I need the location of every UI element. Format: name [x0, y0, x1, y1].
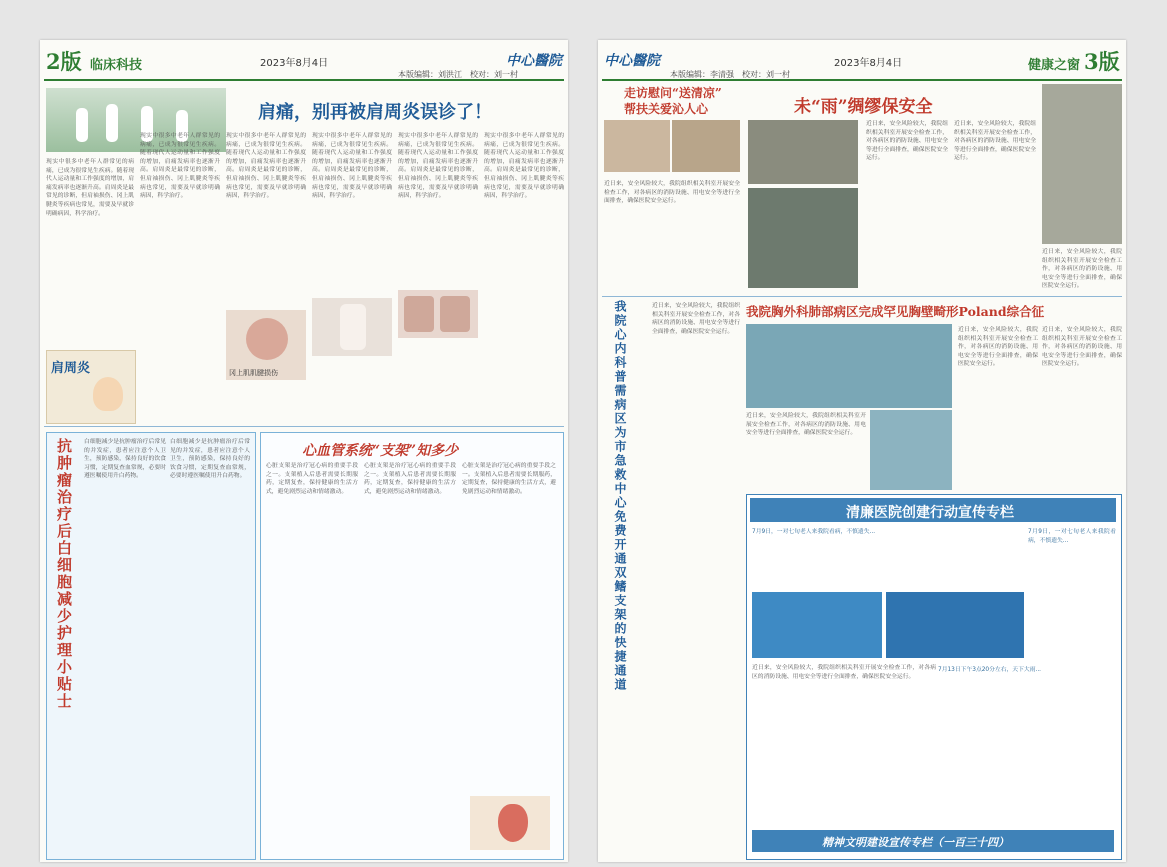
bottom-banner-text: 精神文明建设宣传专栏（一百三十四）: [822, 836, 1009, 849]
cardiology-article-body: 近日来，安全风险较大，我院组织相关科室开展安全检查工作，对各病区的消防设施、用电安全等进行全面排查，确保医院安全运行。: [652, 303, 740, 335]
anatomy-figure: [226, 310, 306, 380]
cartoon-label: 肩周炎: [51, 361, 91, 376]
header-rule: [44, 79, 564, 81]
newspaper-logo: 中心醫院: [506, 53, 562, 69]
safety-photo-1: [748, 120, 858, 184]
promo-graphic-1: [752, 592, 882, 658]
integrity-title: 清廉医院创建行动宣传专栏: [846, 505, 1014, 521]
article-column-2: 现实中很多中老年人群常见的病痛，已成为很常见生疾病。随着现代人运动量和工作强度的增加，肩痛发病率也逐渐升高。肩周炎是最常见的诊断，但肩袖损伤、冈上肌腱炎等疾病也常见，需要及早就诊明确病因，科学治疗。: [140, 133, 220, 200]
article-column-5: 现实中很多中老年人群常见的病痛，已成为很常见生疾病。随着现代人运动量和工作强度的增加，肩痛发病率也逐渐升高。肩周炎是最常见的诊断，但肩袖损伤、冈上肌腱炎等疾病也常见，需要及早就诊明确病因，科学治疗。: [398, 133, 478, 200]
article-column-4: 现实中很多中老年人群常见的病痛，已成为很常见生疾病。随着现代人运动量和工作强度的增加，肩痛发病率也逐渐升高。肩周炎是最常见的诊断，但肩袖损伤、冈上肌腱炎等疾病也常见，需要及早就诊明确病因，科学治疗。: [312, 133, 392, 200]
wbc-column-2: 白细胞减少是抗肿瘤治疗后常见的并发症，患者应注意个人卫生，预防感染，保持良好的饮食习惯，定期复查血常规，必要时遵医嘱使用升白药物。: [170, 439, 250, 480]
issue-date: 2023年8月4日: [260, 58, 329, 69]
safety-photo-2: [748, 188, 858, 288]
surgery-photo-2: [870, 410, 952, 490]
wbc-article-title: 抗肿瘤治疗后白细胞减少护理小贴士: [55, 438, 73, 710]
visit-photo-1: [604, 120, 670, 172]
page-header: [40, 42, 568, 82]
article-column-6: 现实中很多中老年人群常见的病痛，已成为很常见生疾病。随着现代人运动量和工作强度的增加，肩痛发病率也逐渐升高。肩周炎是最常见的诊断，但肩袖损伤、冈上肌腱炎等疾病也常见，需要及早就诊明确病因，科学治疗。: [484, 133, 564, 200]
stent-article-title: 心血管系统“支架”知多少: [302, 443, 459, 459]
promo-graphic-2: [886, 592, 1024, 658]
poland-column-1: 近日来，安全风险较大，我院组织相关科室开展安全检查工作，对各病区的消防设施、用电安全等进行全面排查，确保医院安全运行。: [746, 413, 866, 437]
article-column-3: 现实中很多中老年人群常见的病痛，已成为很常见生疾病。随着现代人运动量和工作强度的增加，肩痛发病率也逐渐升高。肩周炎是最常见的诊断，但肩袖损伤、冈上肌腱炎等疾病也常见，需要及早就诊明确病因，科学治疗。: [226, 133, 306, 200]
section-name: 临床科技: [90, 58, 143, 73]
wbc-column-1: 白细胞减少是抗肿瘤治疗后常见的并发症，患者应注意个人卫生，预防感染，保持良好的饮食习惯，定期复查血常规，必要时遵医嘱使用升白药物。: [84, 439, 166, 480]
editors-line: 本版编辑：刘洪江 校对：刘一村: [398, 70, 518, 79]
section-divider: [602, 296, 1122, 297]
article-divider: [44, 426, 564, 427]
safety-column-1: 近日来，安全风险较大，我院组织相关科室开展安全检查工作，对各病区的消防设施、用电安全等进行全面排查，确保医院安全运行。: [866, 121, 948, 162]
header-rule: [602, 79, 1122, 81]
poland-column-2: 近日来，安全风险较大，我院组织相关科室开展安全检查工作，对各病区的消防设施、用电安全等进行全面排查，确保医院安全运行。: [958, 327, 1038, 368]
poland-headline: 我院胸外科肺部病区完成罕见胸壁畸形Poland综合征: [746, 304, 1045, 319]
integrity-column-left: 近日来，安全风险较大，我院组织相关科室开展安全检查工作，对各病区的消防设施、用电安全等进行全面排查，确保医院安全运行。: [752, 665, 936, 680]
integrity-story-2: 7月9日，一对七旬老人来我院看病，不慎遗失...: [1028, 529, 1116, 544]
surgery-photo-1: [746, 324, 952, 408]
poland-column-3: 近日来，安全风险较大，我院组织相关科室开展安全检查工作，对各病区的消防设施、用电安全等进行全面排查，确保医院安全运行。: [1042, 327, 1122, 368]
newspaper-logo: 中心醫院: [604, 53, 660, 69]
page-header: [598, 42, 1126, 82]
shoulder-cartoon: [46, 350, 136, 424]
stent-column-3: 心脏支架是治疗冠心病的重要手段之一。支架植入后患者需要长期服药，定期复查，保持健康的生活方式，避免剧烈运动和情绪激动。: [462, 463, 556, 495]
integrity-story-3: 7月13日下午3点20分左右，天下大雨...: [938, 667, 1042, 673]
stent-column-2: 心脏支架是治疗冠心病的重要手段之一。支架植入后患者需要长期服药，定期复查，保持健康的生活方式，避免剧烈运动和情绪激动。: [364, 463, 456, 495]
section-name: 健康之窗: [1028, 58, 1081, 73]
issue-date: 2023年8月4日: [834, 58, 903, 69]
editors-line: 本版编辑：李清强 校对：刘一村: [670, 70, 790, 79]
news-title-line2: 帮扶关爱沁人心: [624, 102, 709, 116]
anatomy-caption: 冈上肌肌腱损伤: [229, 369, 278, 377]
visit-article-body: 近日来，安全风险较大，我院组织相关科室开展安全检查工作，对各病区的消防设施、用电安全等进行全面排查，确保医院安全运行。: [604, 181, 740, 205]
cardiology-vertical-title: 我院心内科普需病区为市急救中心免费开通双鳍支架的快捷通道: [613, 300, 627, 692]
safety-headline: 未“雨”绸缪保安全: [794, 97, 933, 117]
safety-photo-3: [1042, 84, 1122, 244]
visit-photo-2: [672, 120, 740, 172]
right-page: [598, 40, 1126, 862]
article-column-1: 现实中很多中老年人群常见的病痛，已成为很常见生疾病。随着现代人运动量和工作强度的增加，肩痛发病率也逐渐升高。肩周炎是最常见的诊断，但肩袖损伤、冈上肌腱炎等疾病也常见，需要及早就诊明确病因，科学治疗。: [46, 159, 134, 217]
safety-photo-caption: 近日来，安全风险较大，我院组织相关科室开展安全检查工作，对各病区的消防设施、用电安全等进行全面排查，确保医院安全运行。: [1042, 249, 1122, 290]
stent-column-1: 心脏支架是治疗冠心病的重要手段之一。支架植入后患者需要长期服药，定期复查，保持健康的生活方式，避免剧烈运动和情绪激动。: [266, 463, 358, 495]
left-page: [40, 40, 568, 862]
page-number: 3版: [1084, 49, 1120, 74]
page-number: 2版: [46, 49, 82, 74]
mri-figure: [398, 290, 478, 338]
safety-column-2: 近日来，安全风险较大，我院组织相关科室开展安全检查工作，对各病区的消防设施、用电安全等进行全面排查，确保医院安全运行。: [954, 121, 1036, 162]
stent-illustration: [470, 796, 550, 850]
joint-xray-figure: [312, 298, 392, 356]
bottom-banner: [752, 830, 1114, 852]
news-title-line1: 走访慰问“送清凉”: [624, 86, 722, 100]
article-headline: 肩痛，别再被肩周炎误诊了！: [258, 102, 492, 123]
integrity-story-1: 7月9日，一对七旬老人来我院看病，不慎遗失...: [752, 529, 876, 535]
